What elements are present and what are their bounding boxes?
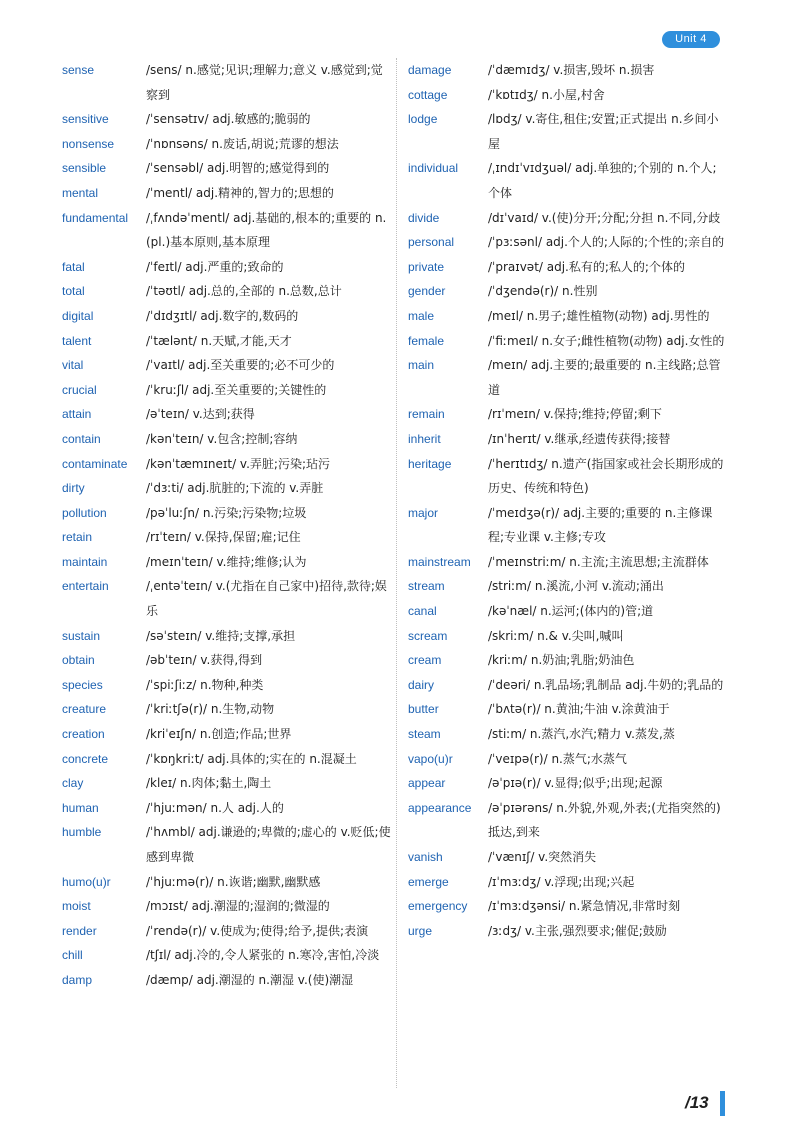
definition: /ˈmentl/ adj.精神的,智力的;思想的 (146, 185, 334, 200)
definition: /kənˈteɪn/ v.包含;控制;容纳 (146, 431, 298, 446)
definition: /tʃɪl/ adj.冷的,令人紧张的 n.寒冷,害怕,冷淡 (146, 948, 380, 963)
headword: crucial (62, 382, 97, 397)
vocabulary-entry (408, 501, 728, 550)
definition: /ˈdɪdʒɪtl/ adj.数字的,数码的 (146, 308, 299, 323)
definition: /meɪl/ n.男子;雄性植物(动物) adj.男性的 (488, 308, 710, 323)
headword: remain (408, 407, 445, 422)
vocabulary-entry (62, 476, 392, 501)
vocabulary-entry (62, 968, 392, 993)
headword: render (62, 923, 97, 938)
vocabulary-entry (408, 279, 728, 304)
headword: entertain (62, 579, 109, 594)
vocabulary-entry (62, 722, 392, 747)
definition: /ˈfiːmeɪl/ n.女子;雌性植物(动物) adj.女性的 (488, 333, 725, 348)
headword: sensitive (62, 112, 109, 127)
definition: /ˈfeɪtl/ adj.严重的;致命的 (146, 259, 284, 274)
headword: canal (408, 604, 437, 619)
vocabulary-entry (408, 624, 728, 649)
definition: /ˈbʌtə(r)/ n.黄油;牛油 v.涂黄油于 (488, 702, 670, 717)
headword: vital (62, 358, 84, 373)
vocabulary-entry (62, 673, 392, 698)
definition: /dæmp/ adj.潮湿的 n.潮湿 v.(使)潮湿 (146, 972, 354, 987)
headword: inherit (408, 431, 441, 446)
headword: steam (408, 727, 441, 742)
headword: obtain (62, 653, 95, 668)
definition: /ɪnˈherɪt/ v.继承,经遗传获得;接替 (488, 431, 671, 446)
headword: moist (62, 899, 91, 914)
headword: cottage (408, 87, 448, 102)
column-divider (396, 58, 397, 1088)
definition: /kriˈeɪʃn/ n.创造;作品;世界 (146, 727, 292, 742)
headword: main (408, 358, 435, 373)
headword: mental (62, 185, 99, 200)
definition: /ˈhʌmbl/ adj.谦逊的;卑微的;虚心的 v.贬低;使感到卑微 (146, 825, 391, 864)
definition: /səˈsteɪn/ v.维持;支撑,承担 (146, 628, 296, 643)
vocabulary-entry (408, 353, 728, 402)
definition: /ˌɪndɪˈvɪdʒuəl/ adj.单独的;个别的 n.个人;个体 (488, 161, 717, 200)
definition: /ɪˈmɜːdʒənsi/ n.紧急情况,非常时刻 (488, 899, 681, 914)
headword: divide (408, 210, 440, 225)
headword: maintain (62, 554, 108, 569)
headword: vanish (408, 850, 443, 864)
definition: /ˈvaɪtl/ adj.至关重要的;必不可少的 (146, 358, 335, 373)
vocabulary-entry (62, 525, 392, 550)
definition: /sens/ n.感觉;见识;理解力;意义 v.感觉到;觉察到 (146, 63, 383, 102)
definition: /əˈpɪərəns/ n.外貌,外观,外表;(尤指突然的)抵达,到来 (488, 800, 721, 840)
definition: /ˈdɜːti/ adj.肮脏的;下流的 v.弄脏 (146, 481, 324, 496)
headword: humble (62, 825, 102, 840)
headword: emerge (408, 874, 449, 889)
definition: /ɜːdʒ/ v.主张,强烈要求;催促;鼓励 (488, 923, 667, 938)
vocabulary-entry (62, 279, 392, 304)
headword: sense (62, 63, 95, 77)
headword: fatal (62, 259, 85, 274)
vocabulary-entry (408, 697, 728, 722)
headword: species (62, 677, 103, 692)
definition: /ˌentəˈteɪn/ v.(尤指在自己家中)招待,款待;娱乐 (146, 579, 387, 619)
vocabulary-column-left (62, 58, 392, 993)
definition: /ˈdæmɪdʒ/ v.损害,毁坏 n.损害 (488, 63, 655, 77)
headword: private (408, 259, 445, 274)
vocabulary-entry (408, 329, 728, 354)
vocabulary-entry (408, 230, 728, 255)
headword: lodge (408, 112, 438, 127)
vocabulary-entry (408, 402, 728, 427)
vocabulary-entry (408, 304, 728, 329)
headword: damp (62, 972, 93, 987)
vocabulary-entry (408, 648, 728, 673)
vocabulary-entry (408, 427, 728, 452)
vocabulary-entry (62, 107, 392, 132)
definition: /ˈhjuːmən/ n.人 adj.人的 (146, 800, 284, 815)
vocabulary-entry (62, 550, 392, 575)
vocabulary-entry (62, 402, 392, 427)
definition: /əbˈteɪn/ v.获得,得到 (146, 653, 263, 668)
definition: /striːm/ n.溪流,小河 v.流动;涌出 (488, 579, 664, 594)
definition: /ˈkruːʃl/ adj.至关重要的;关键性的 (146, 382, 327, 397)
definition: /ˈmeɪdʒə(r)/ adj.主要的;重要的 n.主修课程;专业课 v.主修;专攻 (488, 505, 713, 545)
vocabulary-entry (408, 894, 728, 919)
vocabulary-entry (62, 820, 392, 869)
vocabulary-entry (408, 845, 728, 870)
definition: /pəˈluːʃn/ n.污染;污染物;垃圾 (146, 505, 307, 520)
vocabulary-entry (408, 574, 728, 599)
definition: /ˈkɒŋkriːt/ adj.具体的;实在的 n.混凝土 (146, 751, 357, 766)
vocabulary-entry (62, 624, 392, 649)
headword: male (408, 308, 435, 323)
definition: /meɪn/ adj.主要的;最重要的 n.主线路;总管道 (488, 358, 721, 397)
vocabulary-entry (62, 181, 392, 206)
vocabulary-entry (62, 747, 392, 772)
definition: /ˈherɪtɪdʒ/ n.遗产(指国家或社会长期形成的历史、传统和特色) (488, 456, 724, 496)
definition: /ˈsensəbl/ adj.明智的;感觉得到的 (146, 161, 330, 176)
headword: clay (62, 776, 84, 791)
vocabulary-entry (408, 550, 728, 575)
definition: /ˈdʒendə(r)/ n.性别 (488, 284, 598, 299)
headword: gender (408, 284, 446, 299)
definition: /meɪnˈteɪn/ v.维持;维修;认为 (146, 554, 307, 569)
headword: personal (408, 235, 455, 250)
definition: /kriːm/ n.奶油;乳脂;奶油色 (488, 653, 635, 668)
headword: mainstream (408, 554, 471, 569)
headword: cream (408, 653, 442, 668)
definition: /rɪˈmeɪn/ v.保持;维持;停留;剩下 (488, 407, 662, 422)
headword: dairy (408, 677, 435, 692)
vocabulary-entry (62, 156, 392, 181)
vocabulary-column-right (408, 58, 728, 943)
vocabulary-entry (62, 206, 392, 255)
headword: human (62, 800, 99, 815)
headword: urge (408, 923, 433, 938)
vocabulary-entry (408, 796, 728, 845)
definition: /mɔɪst/ adj.潮湿的;湿润的;微湿的 (146, 899, 330, 914)
vocabulary-entry (62, 943, 392, 968)
definition: /ˈkɒtɪdʒ/ n.小屋,村舍 (488, 87, 605, 102)
vocabulary-entry (408, 83, 728, 108)
headword: sensible (62, 161, 107, 176)
headword: nonsense (62, 136, 115, 151)
unit-label-tab: Unit 4 (662, 31, 720, 48)
vocabulary-entry (408, 452, 728, 501)
vocabulary-entry (62, 697, 392, 722)
vocabulary-entry (408, 599, 728, 624)
definition: /ˈvænɪʃ/ v.突然消失 (488, 850, 597, 864)
headword: individual (408, 161, 459, 176)
definition: /ˈdeəri/ n.乳品场;乳制品 adj.牛奶的;乳品的 (488, 677, 724, 692)
headword: vapo(u)r (408, 751, 453, 766)
vocabulary-entry (408, 255, 728, 280)
headword: chill (62, 948, 83, 963)
vocabulary-entry (62, 452, 392, 477)
headword: retain (62, 530, 93, 545)
headword: stream (408, 579, 445, 594)
definition: /ɪˈmɜːdʒ/ v.浮现;出现;兴起 (488, 874, 635, 889)
definition: /əˈteɪn/ v.达到;获得 (146, 407, 255, 422)
headword: talent (62, 333, 92, 348)
definition: /ˈveɪpə(r)/ n.蒸气;水蒸气 (488, 751, 627, 766)
vocabulary-entry (62, 132, 392, 157)
definition: /ˈkriːtʃə(r)/ n.生物,动物 (146, 702, 275, 717)
vocabulary-entry (62, 870, 392, 895)
vocabulary-entry (408, 771, 728, 796)
definition: /ˈtəʊtl/ adj.总的,全部的 n.总数,总计 (146, 284, 342, 299)
vocabulary-entry (62, 353, 392, 378)
definition: /skriːm/ n.& v.尖叫,喊叫 (488, 628, 624, 643)
definition: /kleɪ/ n.肉体;黏土,陶土 (146, 776, 272, 791)
vocabulary-entry (62, 919, 392, 944)
vocabulary-entry (408, 870, 728, 895)
headword: butter (408, 702, 439, 717)
definition: /rɪˈteɪn/ v.保持,保留;雇;记住 (146, 530, 301, 545)
headword: fundamental (62, 210, 129, 225)
headword: attain (62, 407, 92, 422)
headword: heritage (408, 456, 452, 471)
definition: /lɒdʒ/ v.寄住,租住;安置;正式提出 n.乡间小屋 (488, 112, 719, 151)
headword: major (408, 505, 439, 520)
vocabulary-entry (408, 107, 728, 156)
headword: sustain (62, 628, 101, 643)
headword: creation (62, 727, 105, 742)
definition: /dɪˈvaɪd/ v.(使)分开;分配;分担 n.不同,分歧 (488, 210, 721, 225)
vocabulary-entry (408, 747, 728, 772)
definition: /kənˈtæmɪneɪt/ v.弄脏;污染;玷污 (146, 456, 330, 471)
headword: appear (408, 776, 446, 791)
definition: /ˈmeɪnstriːm/ n.主流;主流思想;主流群体 (488, 554, 709, 569)
headword: appearance (408, 800, 472, 815)
headword: total (62, 284, 85, 299)
headword: creature (62, 702, 107, 717)
vocabulary-entry (62, 329, 392, 354)
headword: contaminate (62, 456, 128, 471)
vocabulary-entry (408, 673, 728, 698)
definition: /ˈsensətɪv/ adj.敏感的;脆弱的 (146, 112, 311, 127)
vocabulary-entry (408, 722, 728, 747)
definition: /ˈspiːʃiːz/ n.物种,种类 (146, 677, 264, 692)
definition: /kəˈnæl/ n.运河;(体内的)管;道 (488, 604, 654, 619)
headword: digital (62, 308, 94, 323)
definition: /ˈrendə(r)/ v.使成为;使得;给予,提供;表演 (146, 923, 369, 938)
page-number: /13 (685, 1093, 709, 1112)
vocabulary-entry (408, 919, 728, 944)
vocabulary-entry (62, 771, 392, 796)
vocabulary-entry (62, 648, 392, 673)
vocabulary-entry (408, 156, 728, 205)
vocabulary-entry (62, 304, 392, 329)
headword: dirty (62, 481, 85, 496)
headword: female (408, 333, 445, 348)
definition: /əˈpɪə(r)/ v.显得;似乎;出现;起源 (488, 776, 663, 791)
definition: /ˈnɒnsəns/ n.废话,胡说;荒谬的想法 (146, 136, 339, 151)
vocabulary-entry (62, 255, 392, 280)
vocabulary-entry (408, 206, 728, 231)
vocabulary-entry (62, 501, 392, 526)
definition: /ˌfʌndəˈmentl/ adj.基础的,根本的;重要的 n.(pl.)基本原则,基本原理 (146, 210, 387, 250)
page-number-accent-bar (720, 1091, 725, 1116)
definition: /stiːm/ n.蒸汽,水汽;精力 v.蒸发,蒸 (488, 727, 675, 742)
vocabulary-entry (408, 58, 728, 83)
definition: /ˈhjuːmə(r)/ n.诙谐;幽默,幽默感 (146, 874, 321, 889)
vocabulary-entry (62, 796, 392, 821)
vocabulary-entry (62, 58, 392, 107)
definition: /ˈpɜːsənl/ adj.个人的;人际的;个性的;亲自的 (488, 235, 725, 250)
vocabulary-entry (62, 378, 392, 403)
headword: emergency (408, 899, 468, 914)
headword: concrete (62, 751, 109, 766)
definition: /ˈpraɪvət/ adj.私有的;私人的;个体的 (488, 259, 685, 274)
vocabulary-entry (62, 427, 392, 452)
vocabulary-entry (62, 894, 392, 919)
headword: scream (408, 628, 448, 643)
vocabulary-entry (62, 574, 392, 623)
headword: damage (408, 63, 452, 77)
definition: /ˈtælənt/ n.天赋,才能,天才 (146, 333, 292, 348)
headword: pollution (62, 505, 107, 520)
headword: humo(u)r (62, 874, 111, 889)
headword: contain (62, 431, 101, 446)
